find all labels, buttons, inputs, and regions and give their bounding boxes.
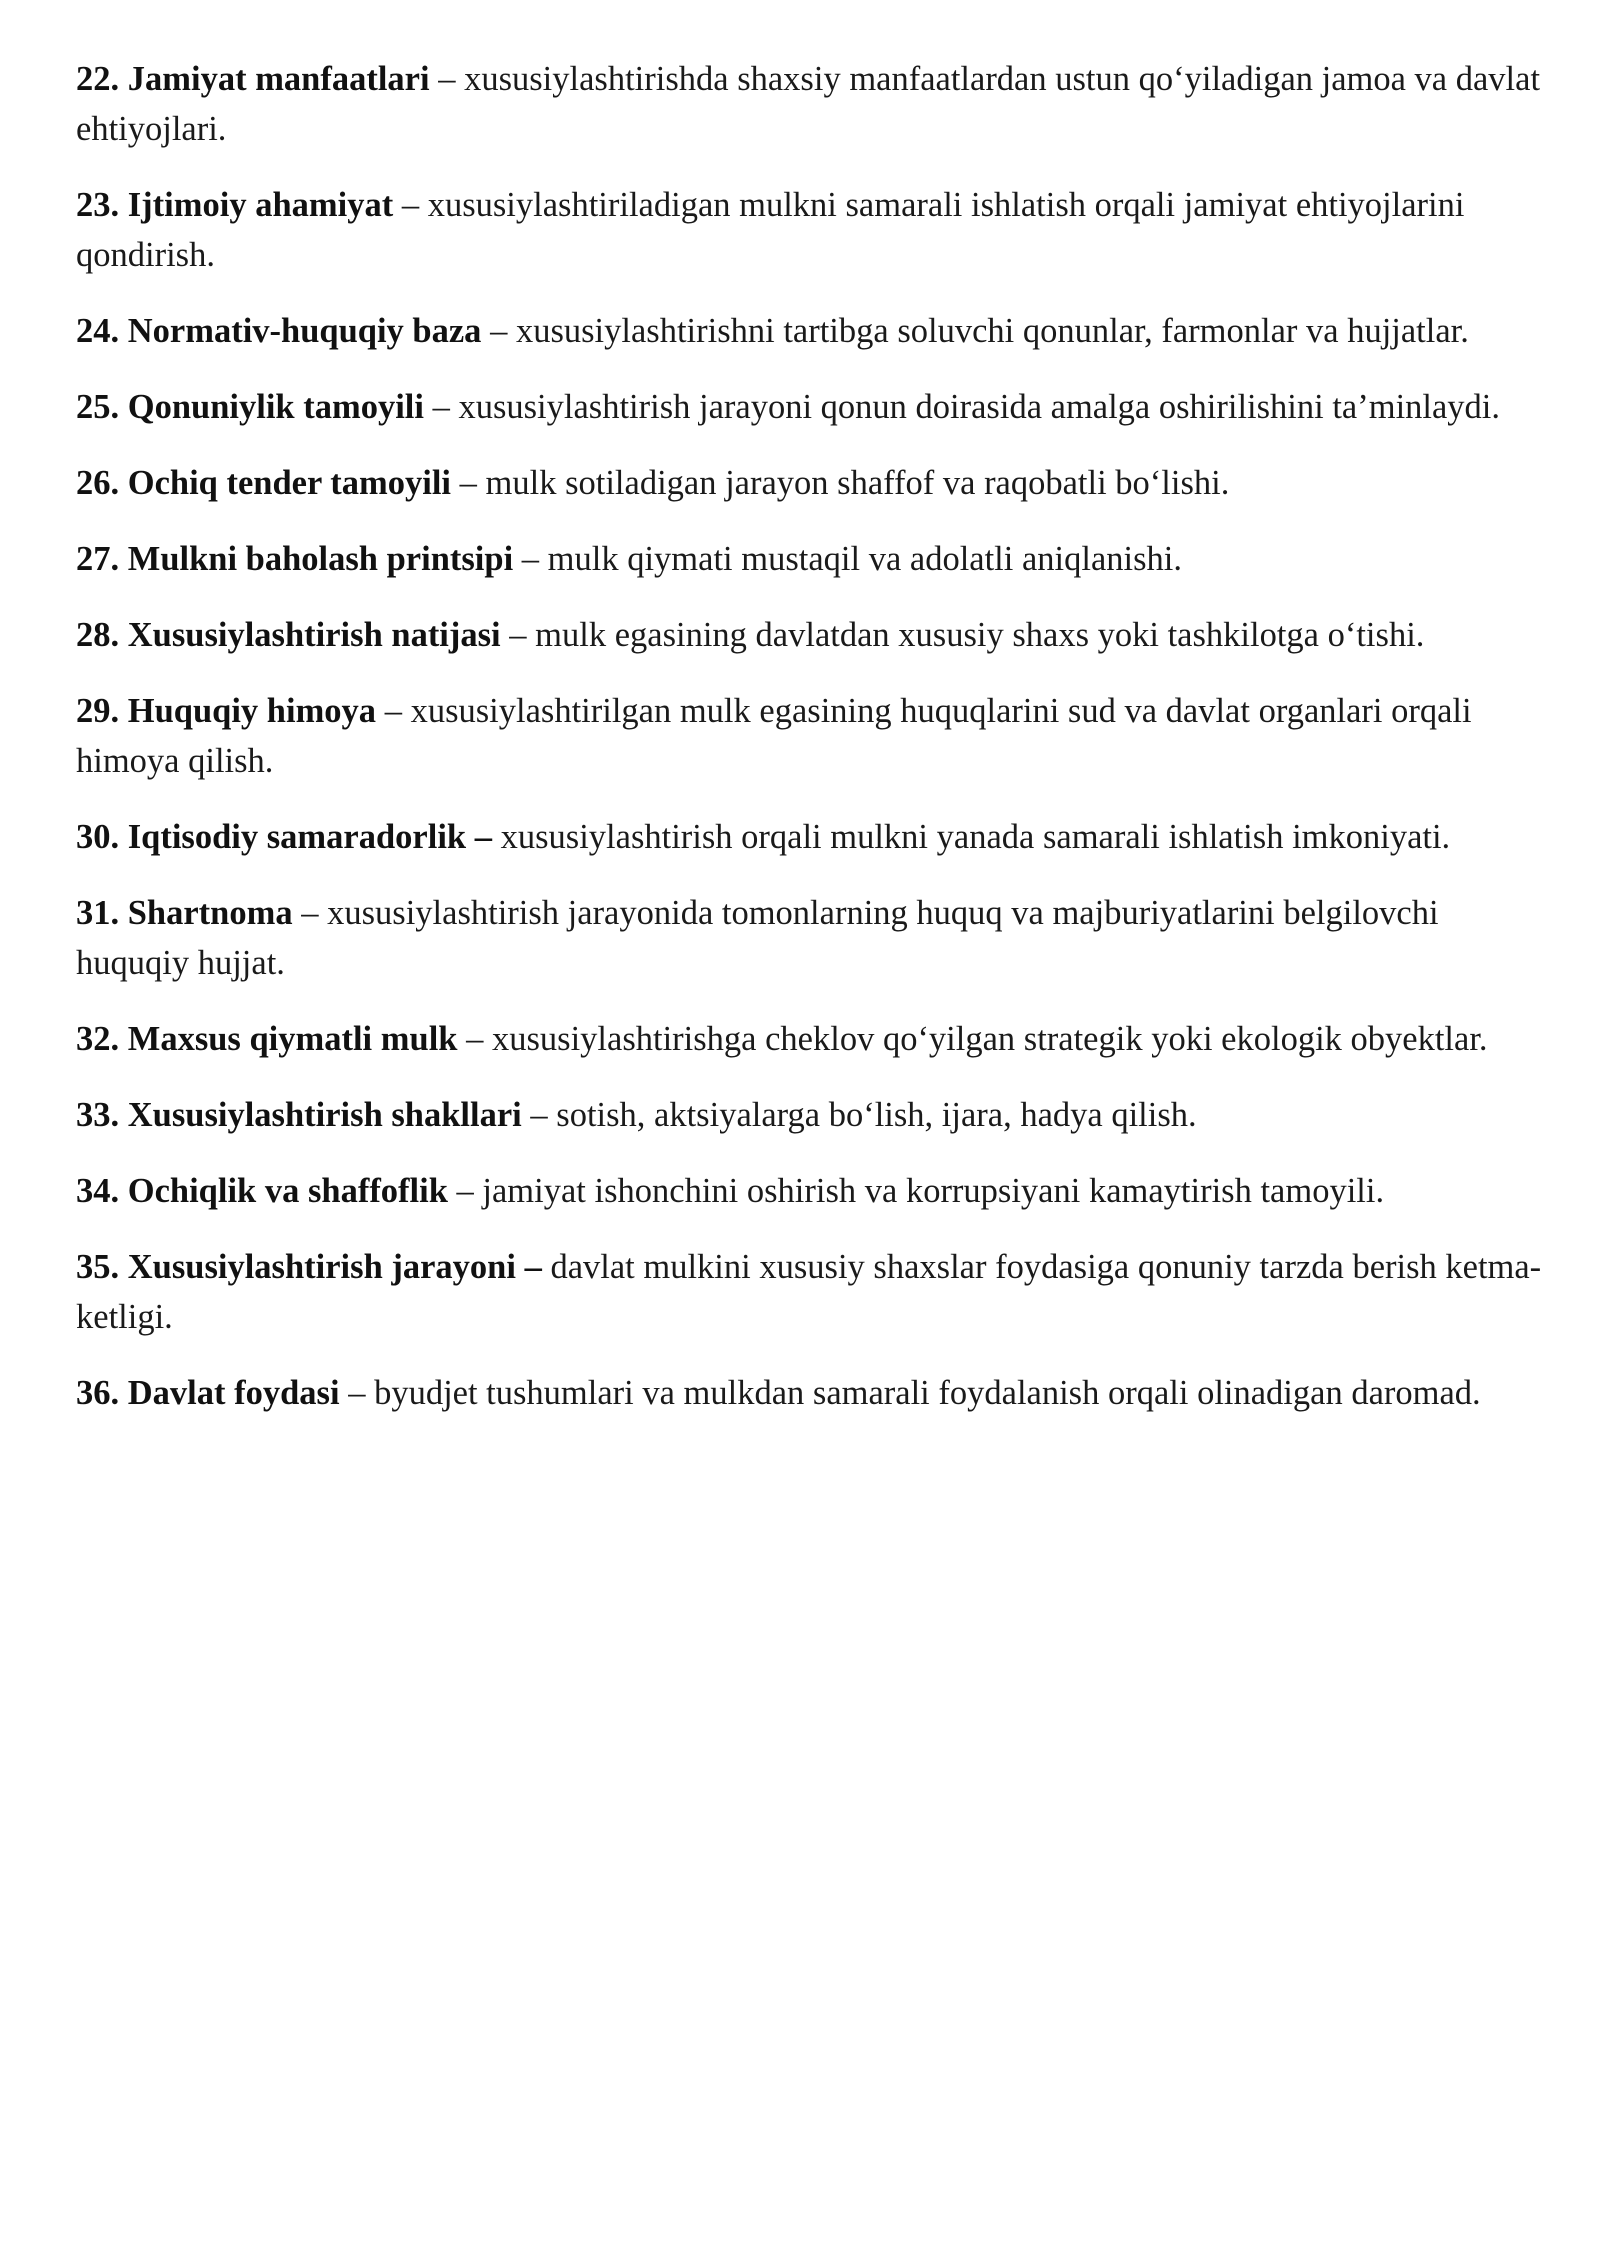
- glossary-entry: [76, 382, 1546, 432]
- glossary-entry: [76, 54, 1546, 154]
- glossary-entry: [76, 1014, 1546, 1064]
- entry-definition: – xususiylashtirishda shaxsiy manfaatlardan ustun qo‘yiladigan jamoa va davlat ehtiyojlari.: [76, 60, 1541, 148]
- entry-term: 31. Shartnoma: [76, 894, 293, 932]
- entry-term: 24. Normativ-huquqiy baza: [76, 312, 482, 350]
- glossary-entry: [76, 686, 1546, 786]
- entry-definition: – xususiylashtirishga cheklov qo‘yilgan strategik yoki ekologik obyektlar.: [457, 1020, 1488, 1058]
- glossary-entry: [76, 306, 1546, 356]
- entry-term: 22. Jamiyat manfaatlari: [76, 60, 430, 98]
- entry-term: 27. Mulkni baholash printsipi: [76, 540, 514, 578]
- entry-definition: – xususiylashtirish jarayoni qonun doirasida amalga oshirilishini ta’minlaydi.: [423, 388, 1501, 426]
- glossary-entry: [76, 458, 1546, 508]
- entry-term: 29. Huquqiy himoya: [76, 692, 377, 730]
- glossary-entry: [76, 888, 1546, 988]
- entry-definition: davlat mulkini xususiy shaxslar foydasiga qonuniy tarzda berish ketma-ketligi.: [76, 1248, 1542, 1336]
- entry-definition: – byudjet tushumlari va mulkdan samarali foydalanish orqali olinadigan daromad.: [339, 1374, 1481, 1412]
- glossary-entry: [76, 812, 1546, 862]
- glossary-entry: [76, 180, 1546, 280]
- glossary-entry: [76, 1368, 1546, 1418]
- glossary-entry: [76, 610, 1546, 660]
- entry-term: 34. Ochiqlik va shaffoflik: [76, 1172, 448, 1210]
- entry-definition: – xususiylashtirish jarayonida tomonlarning huquq va majburiyatlarini belgilovchi huquqiy hujjat.: [76, 894, 1439, 982]
- entry-term: 26. Ochiq tender tamoyili: [76, 464, 452, 502]
- entry-definition: – sotish, aktsiyalarga bo‘lish, ijara, hadya qilish.: [521, 1096, 1197, 1134]
- glossary-entry: [76, 1242, 1546, 1342]
- entry-definition: – jamiyat ishonchini oshirish va korrupsiyani kamaytirish tamoyili.: [447, 1172, 1385, 1210]
- entry-term: 35. Xususiylashtirish jarayoni –: [76, 1248, 542, 1286]
- entry-definition: xususiylashtirish orqali mulkni yanada samarali ishlatish imkoniyati.: [491, 818, 1451, 856]
- entry-definition: – xususiylashtirishni tartibga soluvchi qonunlar, farmonlar va hujjatlar.: [481, 312, 1469, 350]
- glossary-list: [76, 54, 1546, 1444]
- entry-term: 23. Ijtimoiy ahamiyat: [76, 186, 394, 224]
- entry-term: 30. Iqtisodiy samaradorlik –: [76, 818, 492, 856]
- glossary-entry: [76, 534, 1546, 584]
- entry-definition: – mulk qiymati mustaqil va adolatli aniqlanishi.: [513, 540, 1182, 578]
- entry-term: 32. Maxsus qiymatli mulk: [76, 1020, 458, 1058]
- entry-definition: – xususiylashtirilgan mulk egasining huquqlarini sud va davlat organlari orqali himoya qilish.: [76, 692, 1472, 780]
- glossary-entry: [76, 1090, 1546, 1140]
- entry-term: 36. Davlat foydasi: [76, 1374, 340, 1412]
- entry-definition: – xususiylashtiriladigan mulkni samarali ishlatish orqali jamiyat ehtiyojlarini qondirish.: [76, 186, 1465, 274]
- entry-term: 28. Xususiylashtirish natijasi: [76, 616, 501, 654]
- entry-definition: – mulk sotiladigan jarayon shaffof va raqobatli bo‘lishi.: [451, 464, 1230, 502]
- glossary-entry: [76, 1166, 1546, 1216]
- entry-definition: – mulk egasining davlatdan xususiy shaxs yoki tashkilotga o‘tishi.: [500, 616, 1425, 654]
- entry-term: 33. Xususiylashtirish shakllari: [76, 1096, 522, 1134]
- entry-term: 25. Qonuniylik tamoyili: [76, 388, 424, 426]
